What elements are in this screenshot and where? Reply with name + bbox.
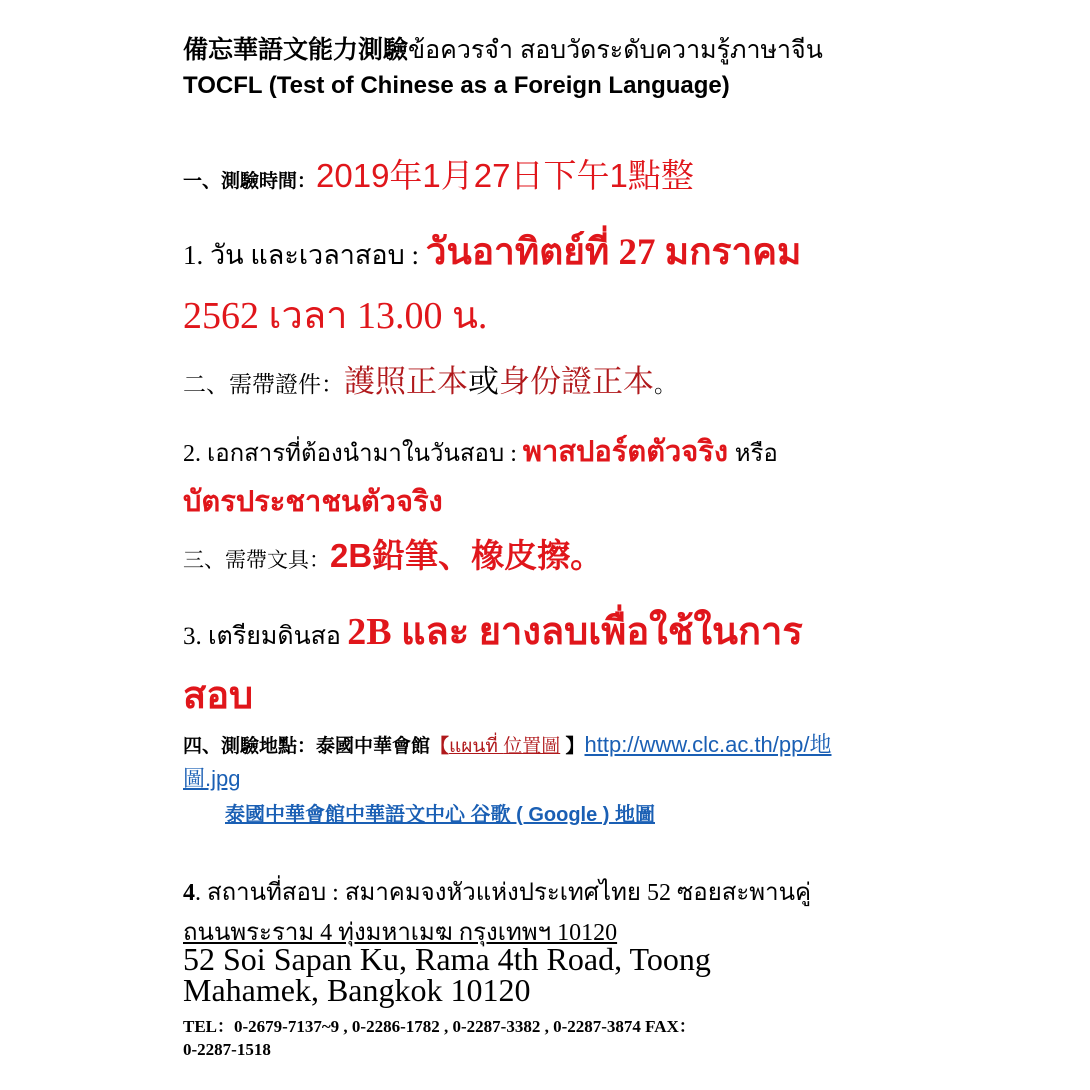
sec2-zh-end: 。 (654, 371, 677, 397)
sec2-th-label: 2. เอกสารที่ต้องนำมาในวันสอบ : (183, 441, 523, 467)
map-url-link-cont[interactable]: 圖.jpg (183, 766, 241, 791)
sec4-th-num: 4 (183, 880, 195, 906)
sec3-zh-value: 2B鉛筆、橡皮擦。 (330, 537, 604, 574)
sec1-zh-line (183, 150, 694, 197)
sec2-zh-value-b: 身份證正本 (499, 364, 654, 399)
sec4-th-addr-2: ถนนพระราม 4 ทุ่งมหาเมฆ กรุงเทพฯ 10120 (183, 920, 618, 946)
sec3-th-value-2: สอบ (183, 675, 254, 717)
sec1-th-line-1 (183, 222, 801, 281)
sec4-zh-label: 四、測驗地點：泰國中華會館 (183, 736, 431, 757)
sec3-th-label: 3. เตรียมดินสอ (183, 623, 348, 650)
map-url-link[interactable]: http://www.clc.ac.th/pp/地 (584, 732, 832, 757)
sec2-th-value-a: พาสปอร์ตตัวจริง (522, 436, 729, 468)
map-label-th: แผนที่ (449, 736, 504, 757)
sec2-th-line-1 (183, 428, 778, 474)
sec1-zh-label: 一、測驗時間： (183, 171, 317, 192)
map-link[interactable] (449, 736, 560, 757)
sec1-zh-value: 2019年1月27日下午1點整 (316, 157, 694, 194)
bracket-open: 【 (430, 736, 450, 757)
title-en: TOCFL (Test of Chinese as a Foreign Language) (183, 72, 730, 99)
sec4-th-addr-1: สมาคมจงหัวแห่งประเทศไทย 52 ซอยสะพานคู่ (344, 880, 812, 906)
map-label-zh: 位置圖 (503, 736, 561, 757)
en-addr-2: Mahamek, Bangkok 10120 (183, 972, 531, 1008)
sec1-th-label: 1. วัน และเวลาสอบ : (183, 240, 426, 270)
sec2-th-value-b: บัตรประชาชนตัวจริง (183, 486, 443, 518)
sec2-zh-label: 二、需帶證件： (183, 371, 344, 397)
sec4-th-label: . สถานที่สอบ : (195, 880, 345, 906)
title-zh: 備忘華語文能力測驗 (183, 36, 409, 64)
sec2-zh-conj: 或 (468, 364, 499, 399)
sec4-zh-line (183, 728, 832, 761)
sec2-th-conj: หรือ (728, 440, 778, 467)
sec2-zh-line (183, 356, 677, 401)
sec1-th-value-2: 2562 เวลา 13.00 น. (183, 295, 488, 337)
google-map-link[interactable]: 泰國中華會館中華語文中心 谷歌 ( Google ) 地圖 (225, 804, 655, 826)
contact-line-1: TEL：0-2679-7137~9 , 0-2286-1782 , 0-2287-3382 , 0-2287-3874 FAX： (183, 1017, 696, 1036)
title-line-1 (183, 30, 823, 70)
sec4-th-line-1 (183, 872, 811, 911)
sec3-zh-line (183, 530, 603, 577)
sec1-th-value-1: วันอาทิตย์ที่ 27 มกราคม (425, 232, 802, 273)
sec3-th-value-1: 2B และ ยางลบเพื่อใช้ในการ (347, 611, 803, 653)
en-addr-1: 52 Soi Sapan Ku, Rama 4th Road, Toong (183, 941, 711, 977)
sec3-zh-label: 三、需帶文具： (183, 549, 330, 572)
bracket-close: 】 (560, 736, 585, 757)
title-th: ข้อควรจำ สอบวัดระดับความรู้ภาษาจีน (408, 36, 823, 64)
sec3-th-line-1 (183, 600, 803, 661)
contact-line-2: 0-2287-1518 (183, 1040, 271, 1059)
sec2-zh-value-a: 護照正本 (344, 364, 468, 399)
